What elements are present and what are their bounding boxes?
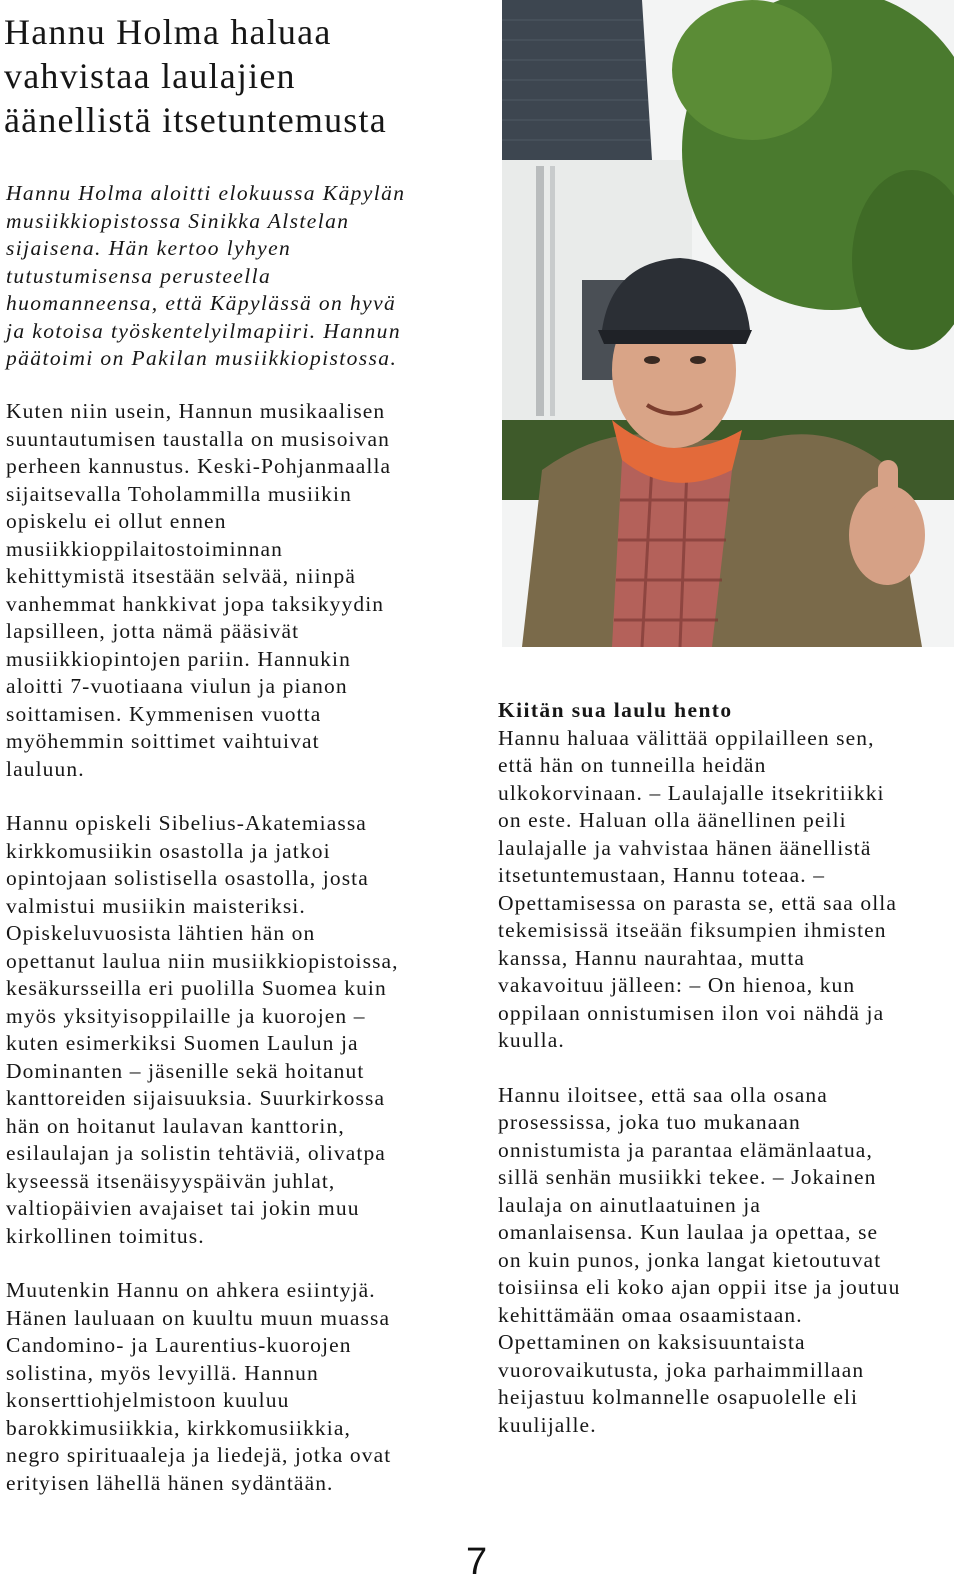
- text-line: Hannu opiskeli Sibelius-Akatemiassa: [6, 811, 367, 835]
- text-line: kesäkursseilla eri puolilla Suomea kuin: [6, 976, 387, 1000]
- text-line: solistina, myös levyillä. Hannun: [6, 1360, 319, 1385]
- page-number: 7: [466, 1541, 488, 1583]
- text-line: myöhemmin soittimet vaihtuivat: [6, 729, 320, 753]
- text-line: barokkimusiikkia, kirkkomusiikkia,: [6, 1415, 351, 1440]
- text-line: onnistumista ja parantaa elämänlaatua,: [498, 1137, 873, 1162]
- lead-line: huomanneensa, että Käpylässä on hyvä: [6, 291, 397, 315]
- paragraph: [498, 1082, 958, 1440]
- right-column: [498, 697, 958, 1466]
- text-line: esilaulajan ja solistin tehtäviä, olivatpa: [6, 1141, 386, 1165]
- text-line: oppilaan onnistumisen ilon voi nähdä ja: [498, 1000, 885, 1025]
- text-line: konserttiohjelmistoon kuuluu: [6, 1388, 290, 1412]
- paragraph: [6, 810, 476, 1250]
- text-line: perheen kannustus. Keski-Pohjanmaalla: [6, 454, 392, 478]
- left-column: [6, 398, 476, 1524]
- text-line: soittamisen. Kymmenisen vuotta: [6, 701, 322, 726]
- text-line: valmistui musiikin maisteriksi.: [6, 893, 306, 918]
- lead-line: musiikkiopistossa Sinikka Alstelan: [6, 208, 350, 233]
- text-line: opiskelu ei ollut ennen: [6, 509, 227, 533]
- text-line: suuntautumisen taustalla on musisoivan: [6, 426, 390, 451]
- text-line: kirkkomusiikin osastolla ja jatkoi: [6, 838, 331, 863]
- text-line: Opettaminen on kaksisuuntaista: [498, 1330, 806, 1354]
- text-line: negro spirituaaleja ja liedejä, jotka ovat: [6, 1443, 392, 1467]
- text-line: kyseessä itsenäisyyspäivän juhlat,: [6, 1168, 336, 1193]
- title-line: vahvistaa laulajien: [4, 56, 296, 96]
- paragraph: [6, 1277, 476, 1497]
- text-line: on kuin punos, jonka langat kietoutuvat: [498, 1247, 882, 1272]
- title-line: äänellistä itsetuntemusta: [4, 100, 387, 140]
- lead-line: tutustumisensa perusteella: [6, 263, 272, 288]
- text-line: heijastuu kolmannelle osapuolelle eli: [498, 1385, 859, 1409]
- text-line: kirkollinen toimitus.: [6, 1223, 205, 1248]
- text-line: tekemisissä itseään fiksumpien ihmisten: [498, 918, 887, 942]
- portrait-image: [502, 0, 954, 647]
- article-lead: [6, 180, 476, 373]
- text-line: musiikkioppilaitostoiminnan: [6, 536, 283, 561]
- text-line: vakavoituu jälleen: – On hienoa, kun: [498, 973, 856, 997]
- text-line: Muutenkin Hannu on ahkera esiintyjä.: [6, 1278, 376, 1302]
- paragraph: [6, 398, 476, 783]
- text-line: kehittymistä itsestään selvää, niinpä: [6, 564, 356, 588]
- text-line: aloitti 7-vuotiaana viulun ja pianon: [6, 674, 348, 698]
- text-line: on este. Haluan olla äänellinen peili: [498, 808, 847, 832]
- text-line: että hän on tunneilla heidän: [498, 753, 767, 777]
- text-line: opettanut laulua niin musiikkiopistoissa,: [6, 948, 399, 973]
- article-title: [4, 10, 484, 142]
- text-line: vanhemmat hankkivat jopa taksikyydin: [6, 591, 385, 616]
- text-line: kanssa, Hannu naurahtaa, mutta: [498, 945, 806, 970]
- text-line: kuulla.: [498, 1028, 565, 1052]
- text-line: musiikkiopintojen pariin. Hannukin: [6, 646, 351, 671]
- text-line: ulkokorvinaan. – Laulajalle itsekritiikki: [498, 780, 885, 805]
- text-line: laulaja on ainutlaatuinen ja: [498, 1192, 762, 1217]
- text-line: sijaitsevalla Toholammilla musiikin: [6, 481, 352, 506]
- text-line: kuulijalle.: [498, 1412, 597, 1437]
- text-line: Hannu iloitsee, että saa olla osana: [498, 1082, 828, 1107]
- paragraph: [498, 725, 958, 1055]
- section-subheading: Kiitän sua laulu hento: [498, 698, 733, 722]
- text-line: sillä senhän musiikki tekee. – Jokainen: [498, 1165, 877, 1189]
- text-line: laulajalle ja vahvistaa hänen äänellistä: [498, 835, 872, 860]
- text-line: Kuten niin usein, Hannun musikaalisen: [6, 399, 386, 423]
- text-line: opintojaan solistisella osastolla, josta: [6, 866, 369, 890]
- portrait-photo: [502, 0, 954, 647]
- text-line: vuorovaikutusta, joka parhaimmillaan: [498, 1357, 865, 1382]
- title-line: Hannu Holma haluaa: [4, 12, 332, 52]
- text-line: itsetuntemustaan, Hannu toteaa. –: [498, 863, 826, 887]
- text-line: Hannu haluaa välittää oppilailleen sen,: [498, 725, 875, 750]
- text-line: omanlaisensa. Kun laulaa ja opettaa, se: [498, 1220, 879, 1244]
- lead-line: sijaisena. Hän kertoo lyhyen: [6, 236, 292, 260]
- text-line: valtiopäivien avajaiset tai jokin muu: [6, 1196, 360, 1220]
- text-line: lapsilleen, jotta nämä pääsivät: [6, 619, 300, 643]
- text-line: kehittämään omaa osaamistaan.: [498, 1302, 803, 1327]
- lead-line: Hannu Holma aloitti elokuussa Käpylän: [6, 181, 406, 205]
- text-line: kuten esimerkiksi Suomen Laulun ja: [6, 1031, 359, 1055]
- text-line: hän on hoitanut laulavan kanttorin,: [6, 1113, 345, 1138]
- text-line: Hänen lauluaan on kuultu muun muassa: [6, 1305, 391, 1330]
- text-line: Opettamisessa on parasta se, että saa olla: [498, 890, 898, 915]
- text-line: lauluun.: [6, 756, 85, 781]
- text-line: Dominanten – jäsenille sekä hoitanut: [6, 1058, 365, 1083]
- text-line: kanttoreiden sijaisuuksia. Suurkirkossa: [6, 1086, 386, 1110]
- text-line: prosessissa, joka tuo mukanaan: [498, 1110, 801, 1134]
- text-line: toisiinsa eli koko ajan oppii itse ja joutuu: [498, 1275, 901, 1299]
- text-line: Opiskeluvuosista lähtien hän on: [6, 921, 316, 945]
- text-line: myös yksityisoppilaille ja kuorojen –: [6, 1003, 366, 1028]
- lead-line: päätoimi on Pakilan musiikkiopistossa.: [6, 346, 398, 370]
- text-line: erityisen lähellä hänen sydäntään.: [6, 1470, 334, 1495]
- lead-line: ja kotoisa työskentelyilmapiiri. Hannun: [6, 318, 401, 343]
- text-line: Candomino- ja Laurentius-kuorojen: [6, 1333, 352, 1357]
